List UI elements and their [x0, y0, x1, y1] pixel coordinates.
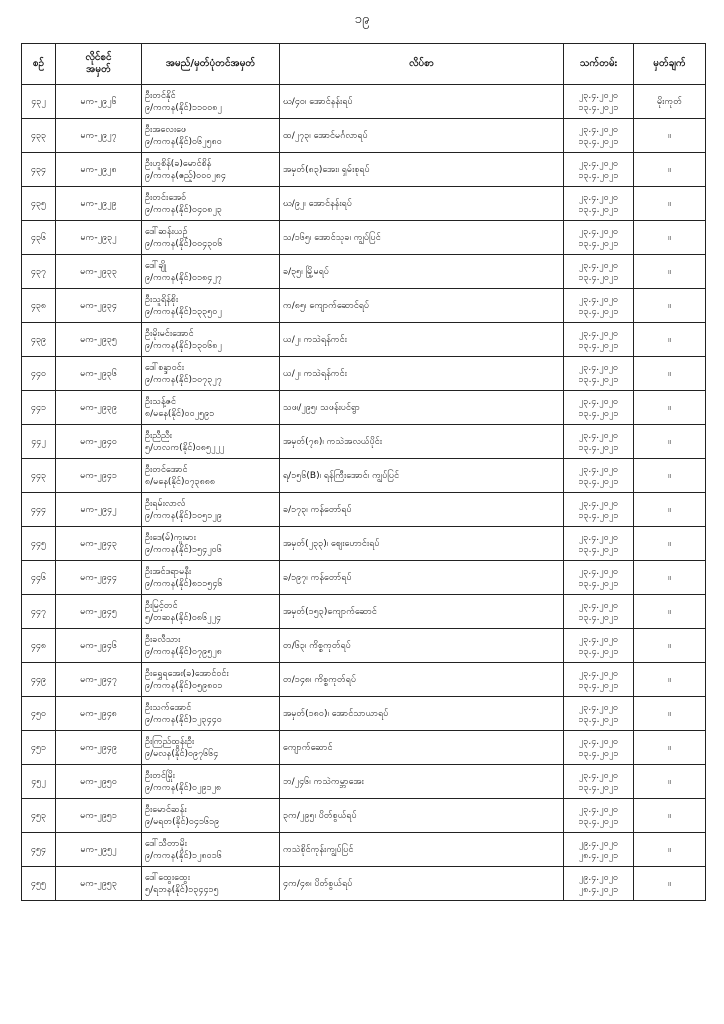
license-number: မက-၂၉၅၀ — [56, 765, 142, 799]
license-number: မက-၂၉၄၅ — [56, 595, 142, 629]
person-name: ဒေါ်ချို — [145, 260, 167, 271]
nrc-number: ၉/ကကန(နိုင်)၁၂၃၄၄၀ — [145, 714, 222, 725]
validity-start: ၂၃.၄.၂၀၂၀ — [578, 634, 619, 645]
validity-start: ၂၃.၄.၂၀၂၀ — [578, 702, 619, 713]
remark: ။ — [634, 391, 706, 425]
nrc-number: ၈/မနေ(နိုင်)၀၀၂၅၉၁ — [145, 408, 215, 419]
validity-start: ၂၃.၄.၂၀၂၀ — [578, 600, 619, 611]
address: သဖ၊/၂၉၅၊ သဖန်းပင်ရွာ — [280, 391, 564, 425]
person-name: ဦးမောင်ဆန်း — [145, 804, 187, 815]
validity-cell — [564, 187, 634, 221]
validity-end: ၁၃.၄.၂၀၂၁ — [578, 136, 619, 147]
validity-end: ၁၃.၄.၂၀၂၁ — [578, 170, 619, 181]
validity-cell — [564, 255, 634, 289]
nrc-number: ၉/မလန(နိုင်)၀၉၇၆၆၄ — [145, 748, 219, 759]
header-license-line: လိုင်စင် — [85, 52, 112, 63]
serial-number: ၄၃၃ — [22, 119, 56, 153]
validity-cell — [564, 629, 634, 663]
validity-end: ၁၃.၄.၂၀၂၁ — [578, 782, 619, 793]
validity-end: ၁၃.၄.၂၀၂၁ — [578, 476, 619, 487]
address: ဃ/၄၀၊ အောင်နန်းရပ် — [280, 85, 564, 119]
validity-cell — [564, 493, 634, 527]
table-row — [22, 799, 706, 833]
nrc-number: ၉/ကကန(နိုင်)၁၅၄၂၀၆ — [145, 544, 222, 555]
validity-cell — [564, 357, 634, 391]
license-number: မက-၂၉၃၃ — [56, 255, 142, 289]
nrc-number: ၉/ကကန(နိုင်)၀၆၂၅၈၀ — [145, 136, 222, 147]
person-name: ဦးတင်နိုင် — [145, 90, 176, 101]
address: ခ/၃၅၊ မြို့မရပ် — [280, 255, 564, 289]
nrc-number: ၉/ကကန(နိုင်)၀၁၈၄၂၇ — [145, 272, 222, 283]
table-row — [22, 595, 706, 629]
nrc-number: ၉/ကကန(နိုင်)၁၃၀၆၈၂ — [145, 340, 222, 351]
validity-end: ၁၃.၄.၂၀၂၁ — [578, 272, 619, 283]
validity-start: ၂၃.၄.၂၀၂၀ — [578, 668, 619, 679]
remark: ။ — [634, 323, 706, 357]
remark: ။ — [634, 663, 706, 697]
validity-cell — [564, 221, 634, 255]
remark: ။ — [634, 867, 706, 901]
nrc-number: ၉/ကကန(ဧည့်)၀၀၀၂၈၄ — [145, 170, 226, 181]
serial-number: ၄၄၅ — [22, 527, 56, 561]
validity-cell — [564, 765, 634, 799]
validity-start: ၂၃.၄.၂၀၂၀ — [578, 804, 619, 815]
validity-start: ၂၃.၄.၂၀၂၀ — [578, 192, 619, 203]
validity-end: ၂၈.၄.၂၀၂၁ — [578, 850, 619, 861]
nrc-number: ၉/ကကန(နိုင်)၁၃၃၅၀၂ — [145, 306, 222, 317]
name-cell — [142, 425, 280, 459]
table-row — [22, 425, 706, 459]
validity-cell — [564, 697, 634, 731]
validity-end: ၁၃.၄.၂၀၂၁ — [578, 544, 619, 555]
table-row — [22, 119, 706, 153]
address: တ/၁၄၈၊ ကိစ္စကုတ်ရပ် — [280, 663, 564, 697]
serial-number: ၄၃၇ — [22, 255, 56, 289]
validity-cell — [564, 561, 634, 595]
validity-end: ၁၃.၄.၂၀၂၁ — [578, 578, 619, 589]
person-name: ဒေါ်ဆန်းယဉ် — [145, 226, 188, 237]
validity-start: ၂၉.၄.၂၀၂၀ — [578, 838, 619, 849]
license-number: မက-၂၉၃၉ — [56, 391, 142, 425]
validity-end: ၁၃.၄.၂၀၂၁ — [578, 612, 619, 623]
name-cell — [142, 629, 280, 663]
validity-cell — [564, 289, 634, 323]
license-number: မက-၂၉၃၄ — [56, 289, 142, 323]
address: ဃ/၉၂၊ အောင်နန်းရပ် — [280, 187, 564, 221]
nrc-number: ၅/တဆန(နိုင်)၀၈၆၂၂၄ — [145, 612, 222, 623]
table-row — [22, 527, 706, 561]
remark: ။ — [634, 357, 706, 391]
validity-start: ၂၃.၄.၂၀၂၀ — [578, 362, 619, 373]
address: ရ/၁၅၆(B)၊ ရန်ကြီးအောင်၊ ကျွပ်ပြင် — [280, 459, 564, 493]
name-cell — [142, 663, 280, 697]
serial-number: ၄၃၅ — [22, 187, 56, 221]
validity-cell — [564, 867, 634, 901]
remark: ။ — [634, 255, 706, 289]
license-number: မက-၂၉၄၈ — [56, 697, 142, 731]
remark: ။ — [634, 731, 706, 765]
license-number: မက-၂၉၄၁ — [56, 459, 142, 493]
address: ခ/၁၉၇၊ ကန်တော်ရပ် — [280, 561, 564, 595]
validity-end: ၁၃.၄.၂၀၂၁ — [578, 646, 619, 657]
validity-start: ၂၃.၄.၂၀၂၀ — [578, 566, 619, 577]
remark: ။ — [634, 493, 706, 527]
validity-cell — [564, 391, 634, 425]
table-row — [22, 391, 706, 425]
name-cell — [142, 187, 280, 221]
address: ထ/၂၇၃၊ အောင်မင်္ဂလာရပ် — [280, 119, 564, 153]
name-cell — [142, 799, 280, 833]
nrc-number: ၉/ကကန(နိုင်)၀၅၉၈၀၁ — [145, 680, 223, 691]
person-name: ဦးသန့်ဇင် — [145, 396, 176, 407]
remark: ။ — [634, 187, 706, 221]
validity-end: ၁၃.၄.၂၀၂၁ — [578, 816, 619, 827]
name-cell — [142, 561, 280, 595]
remark: ။ — [634, 799, 706, 833]
header-address: လိပ်စာ — [280, 44, 564, 85]
address: ကသဲစိုင်ကုန်းကျွပ်ပြင် — [280, 833, 564, 867]
license-number: မက-၂၉၂၈ — [56, 153, 142, 187]
name-cell — [142, 527, 280, 561]
serial-number: ၄၅၁ — [22, 731, 56, 765]
address: ယ/၂၊ ကသဲရန်ကင်း — [280, 357, 564, 391]
table-row — [22, 323, 706, 357]
nrc-number: ၉/ကကန(နိုင်)၈၁၁၅၄၆ — [145, 578, 223, 589]
table-row — [22, 221, 706, 255]
validity-cell — [564, 663, 634, 697]
name-cell — [142, 153, 280, 187]
validity-start: ၂၃.၄.၂၀၂၀ — [578, 260, 619, 271]
name-cell — [142, 85, 280, 119]
license-number: မက-၂၉၄၆ — [56, 629, 142, 663]
validity-start: ၂၃.၄.၂၀၂၀ — [578, 294, 619, 305]
nrc-number: ၉/ကကန(နိုင်)၁၀၇၃၂၇ — [145, 374, 222, 385]
validity-cell — [564, 731, 634, 765]
name-cell — [142, 289, 280, 323]
validity-cell — [564, 119, 634, 153]
person-name: ဦးမြင့်တင် — [145, 600, 178, 611]
serial-number: ၄၅၄ — [22, 833, 56, 867]
name-cell — [142, 697, 280, 731]
nrc-number: ၈/မနေ(နိုင်)၀၇၃၈၈၈ — [145, 476, 216, 487]
license-number: မက-၂၉၃၂ — [56, 221, 142, 255]
person-name: ဦးကြည်ထွန်းဦး — [145, 736, 195, 747]
address: အမှတ်(၂၃၃)၊ ဈေးဟောင်းရပ် — [280, 527, 564, 561]
person-name: ဦးရွှေရအေး(ခ)အောင်ဝင်း — [145, 668, 229, 679]
serial-number: ၄၃၆ — [22, 221, 56, 255]
name-cell — [142, 357, 280, 391]
license-number: မက-၂၉၄၇ — [56, 663, 142, 697]
validity-end: ၁၃.၄.၂၀၂၁ — [578, 238, 619, 249]
person-name: ဦးအလေးဖေ — [145, 124, 187, 135]
person-name: ဒေါ်စန္ဒာဝင်း — [145, 362, 185, 373]
address: ခ/၁၇၃၊ ကန်တော်ရပ် — [280, 493, 564, 527]
remark: ။ — [634, 425, 706, 459]
serial-number: ၄၅၂ — [22, 765, 56, 799]
serial-number: ၄၄၈ — [22, 629, 56, 663]
address: အမှတ်(၁၅၃)ကျောက်ဆောင် — [280, 595, 564, 629]
nrc-number: ၉/ကကန(နိုင်)၀၀၄၃၀၆ — [145, 238, 223, 249]
remark: ။ — [634, 153, 706, 187]
validity-end: ၁၃.၄.၂၀၂၁ — [578, 442, 619, 453]
validity-start: ၂၃.၄.၂၀၂၀ — [578, 226, 619, 237]
table-row — [22, 561, 706, 595]
validity-cell — [564, 459, 634, 493]
validity-start: ၂၃.၄.၂၀၂၀ — [578, 498, 619, 509]
validity-start: ၂၃.၄.၂၀၂၀ — [578, 124, 619, 135]
name-cell — [142, 595, 280, 629]
table-row — [22, 867, 706, 901]
remark: ။ — [634, 221, 706, 255]
remark: ။ — [634, 697, 706, 731]
name-cell — [142, 731, 280, 765]
validity-cell — [564, 595, 634, 629]
serial-number: ၄၄၂ — [22, 425, 56, 459]
serial-number: ၄၄၉ — [22, 663, 56, 697]
validity-start: ၂၃.၄.၂၀၂၀ — [578, 396, 619, 407]
name-cell — [142, 459, 280, 493]
table-header — [22, 44, 706, 85]
person-name: ဦးမိုးမင်းအောင် — [145, 328, 194, 339]
address: သ/၁၆၅၊ အောင်သုခ၊ ကျွပ်ပြင် — [280, 221, 564, 255]
table-row — [22, 459, 706, 493]
page-number: ၁၉ — [354, 12, 370, 27]
person-name: ဦးရမ်းလာလ် — [145, 498, 186, 509]
license-table — [21, 43, 706, 901]
name-cell — [142, 323, 280, 357]
person-name: ဦးခလီသား — [145, 634, 181, 645]
table-row — [22, 187, 706, 221]
name-cell — [142, 867, 280, 901]
address: ၄က/၄၈၊ ပိတ်စွယ်ရပ် — [280, 867, 564, 901]
validity-end: ၂၈.၄.၂၀၂၁ — [578, 884, 619, 895]
header-serial: စဉ် — [22, 44, 56, 85]
nrc-number: ၉/ကကန(နိုင်)၀၄၀၈၂၃ — [145, 204, 222, 215]
validity-end: ၁၃.၄.၂၀၂၁ — [578, 340, 619, 351]
validity-cell — [564, 153, 634, 187]
name-cell — [142, 119, 280, 153]
license-number: မက-၂၉၄၀ — [56, 425, 142, 459]
person-name: ဦးတင်းအေဝ် — [145, 192, 187, 203]
validity-end: ၁၃.၄.၂၀၂၁ — [578, 374, 619, 385]
serial-number: ၄၅၀ — [22, 697, 56, 731]
license-number: မက-၂၉၄၉ — [56, 731, 142, 765]
table-row — [22, 629, 706, 663]
table-row — [22, 493, 706, 527]
validity-cell — [564, 527, 634, 561]
serial-number: ၄၃၈ — [22, 289, 56, 323]
remark: ။ — [634, 595, 706, 629]
validity-start: ၂၃.၄.၂၀၂၀ — [578, 532, 619, 543]
header-license-number — [56, 44, 142, 85]
remark: ။ — [634, 833, 706, 867]
license-number: မက-၂၉၅၃ — [56, 867, 142, 901]
remark: ။ — [634, 527, 706, 561]
validity-end: ၁၃.၄.၂၀၂၁ — [578, 102, 619, 113]
header-row — [22, 44, 706, 85]
serial-number: ၄၄၁ — [22, 391, 56, 425]
license-number: မက-၂၉၃၅ — [56, 323, 142, 357]
license-number: မက-၂၉၄၄ — [56, 561, 142, 595]
remark: ။ — [634, 765, 706, 799]
address: အမှတ်(၁၈၀)၊ အောင်သာယာရပ် — [280, 697, 564, 731]
nrc-number: ၉/ကကန(နိုင်)၁၁၀၀၈၂ — [145, 102, 222, 113]
nrc-number: ၉/ကကန(နိုင်)၀၇၉၅၂၈ — [145, 646, 222, 657]
name-cell — [142, 221, 280, 255]
license-number: မက-၂၉၂၇ — [56, 119, 142, 153]
person-name: ဦးသူရိန်စိုး — [145, 294, 179, 305]
remark: ။ — [634, 459, 706, 493]
person-name: ဒေါ်ထွေးထွေး — [145, 872, 191, 883]
table-row — [22, 731, 706, 765]
table-row — [22, 765, 706, 799]
validity-cell — [564, 799, 634, 833]
name-cell — [142, 493, 280, 527]
table-row — [22, 833, 706, 867]
header-license-line: အမှတ် — [86, 64, 111, 75]
license-number: မက-၂၉၅၂ — [56, 833, 142, 867]
address: ယ/၂၊ ကသဲရန်ကင်း — [280, 323, 564, 357]
serial-number: ၄၄၀ — [22, 357, 56, 391]
validity-cell — [564, 85, 634, 119]
table-row — [22, 357, 706, 391]
serial-number: ၄၄၆ — [22, 561, 56, 595]
person-name: ဦးတင်အောင် — [145, 464, 188, 475]
validity-end: ၁၃.၄.၂၀၂၁ — [578, 748, 619, 759]
address: အမှတ်(၇၈)၊ ကသဲအလယ်ပိုင်း — [280, 425, 564, 459]
license-number: မက-၂၉၄၂ — [56, 493, 142, 527]
address: ၃က/၂၉၅၊ ပိတ်စွယ်ရပ် — [280, 799, 564, 833]
remark: ။ — [634, 561, 706, 595]
serial-number: ၄၄၄ — [22, 493, 56, 527]
serial-number: ၄၃၉ — [22, 323, 56, 357]
validity-start: ၂၃.၄.၂၀၂၀ — [578, 90, 619, 101]
validity-end: ၁၃.၄.၂၀၂၁ — [578, 408, 619, 419]
table-row — [22, 153, 706, 187]
table-row — [22, 697, 706, 731]
license-number: မက-၂၉၂၆ — [56, 85, 142, 119]
serial-number: ၄၄၇ — [22, 595, 56, 629]
name-cell — [142, 833, 280, 867]
validity-start: ၂၃.၄.၂၀၂၀ — [578, 430, 619, 441]
nrc-number: ၅/ဟလက(နိုင်)၀၈၅၂၂၂ — [145, 442, 225, 453]
table-row — [22, 85, 706, 119]
person-name: ဦးညီညီး — [145, 430, 172, 441]
header-name-nrc: အမည်/မှတ်ပုံတင်အမှတ် — [142, 44, 280, 85]
license-number: မက-၂၉၂၉ — [56, 187, 142, 221]
validity-cell — [564, 323, 634, 357]
nrc-number: ၉/ကကန(နိုင်)၁၂၈၀၁၆ — [145, 850, 222, 861]
validity-end: ၁၃.၄.၂၀၂၁ — [578, 510, 619, 521]
license-number: မက-၂၉၅၁ — [56, 799, 142, 833]
person-name: ဦးသက်အောင် — [145, 702, 192, 713]
validity-end: ၁၃.၄.၂၀၂၁ — [578, 306, 619, 317]
remark: မိုးကုတ် — [634, 85, 706, 119]
person-name: ဦးဒေ(မ်)ကူးမား — [145, 532, 196, 543]
nrc-number: ၉/ကကန(နိုင်)၀၂၉၁၂၈ — [145, 782, 222, 793]
validity-start: ၂၃.၄.၂၀၂၀ — [578, 158, 619, 169]
table-row — [22, 663, 706, 697]
address: ဘ/၂၄၆၊ ကသဲကမ္ဘာအေး — [280, 765, 564, 799]
validity-cell — [564, 833, 634, 867]
validity-start: ၂၃.၄.၂၀၂၀ — [578, 770, 619, 781]
serial-number: ၄၄၃ — [22, 459, 56, 493]
remark: ။ — [634, 629, 706, 663]
person-name: ဦးတင်မြိုး — [145, 770, 175, 781]
license-number: မက-၂၉၄၃ — [56, 527, 142, 561]
name-cell — [142, 255, 280, 289]
serial-number: ၄၅၃ — [22, 799, 56, 833]
validity-cell — [564, 425, 634, 459]
address: တ/၆၃၊ ကိစ္စကုတ်ရပ် — [280, 629, 564, 663]
serial-number: ၄၃၂ — [22, 85, 56, 119]
validity-end: ၁၃.၄.၂၀၂၁ — [578, 680, 619, 691]
name-cell — [142, 391, 280, 425]
validity-start: ၂၃.၄.၂၀၂၀ — [578, 736, 619, 747]
remark: ။ — [634, 289, 706, 323]
person-name: ဒေါ်သီတာမိုး — [145, 838, 187, 849]
address: ကျောက်ဆောင် — [280, 731, 564, 765]
validity-start: ၂၃.၄.၂၀၂၀ — [578, 464, 619, 475]
table-row — [22, 289, 706, 323]
address: က/၈၅၊ ကျောက်ဆောင်ရပ် — [280, 289, 564, 323]
nrc-number: ၉/မရတ(နိုင်)၀၄၁၆၁၉ — [145, 816, 220, 827]
license-number: မက-၂၉၃၆ — [56, 357, 142, 391]
name-cell — [142, 765, 280, 799]
serial-number: ၄၅၅ — [22, 867, 56, 901]
serial-number: ၄၃၄ — [22, 153, 56, 187]
header-remark: မှတ်ချက် — [634, 44, 706, 85]
table-row — [22, 255, 706, 289]
person-name: ဦးဟူစိန်(ခ)မောင်စိန် — [145, 158, 212, 169]
nrc-number: ၅/ရဘန(နိုင်)၁၃၄၄၁၅ — [145, 884, 219, 895]
validity-end: ၁၃.၄.၂၀၂၁ — [578, 204, 619, 215]
person-name: ဦးအင်ဒရာမနီး — [145, 566, 192, 577]
validity-end: ၁၃.၄.၂၀၂၁ — [578, 714, 619, 725]
remark: ။ — [634, 119, 706, 153]
validity-start: ၂၉.၄.၂၀၂၀ — [578, 872, 619, 883]
table-body — [22, 85, 706, 901]
header-validity: သက်တမ်း — [564, 44, 634, 85]
address: အမှတ်(၈၃)အေး၊ ရှမ်းစုရပ် — [280, 153, 564, 187]
nrc-number: ၉/ကကန(နိုင်)၁၀၅၁၂၉ — [145, 510, 222, 521]
validity-start: ၂၃.၄.၂၀၂၀ — [578, 328, 619, 339]
